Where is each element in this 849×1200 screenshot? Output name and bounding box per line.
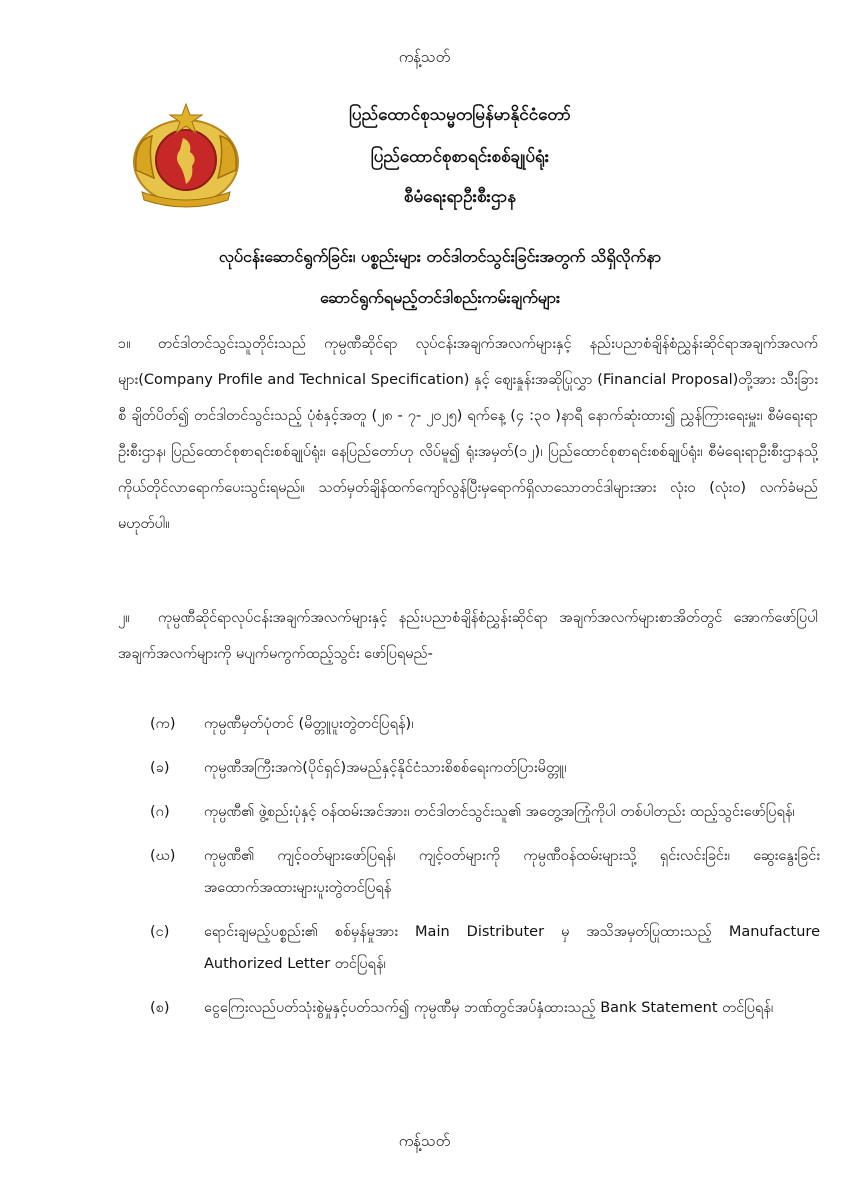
list-item — [150, 796, 820, 828]
paragraph-2-number: ၂။ — [118, 610, 130, 626]
document-title-line2: ဆောင်ရွက်ရမည့်တင်ဒါစည်းကမ်းချက်များ — [319, 288, 561, 307]
list-item-mark: (င) — [150, 924, 170, 940]
list-item-text: ကုမ္ပဏီအကြီးအကဲ(ပိုင်ရှင်)အမည်နှင့်နိုင်ငံသားစိစစ်ရေးကတ်ပြားမိတ္တူ၊ — [204, 760, 567, 776]
paragraph-2 — [118, 600, 818, 672]
header-office: ပြည်ထောင်စုစာရင်းစစ်ချုပ်ရုံး — [370, 147, 550, 167]
paragraph-1 — [118, 326, 818, 542]
classification-bottom: ကန့်သတ် — [398, 1132, 451, 1150]
state-seal-emblem — [128, 100, 244, 210]
list-item — [150, 992, 820, 1024]
header-country: ပြည်ထောင်စုသမ္မတမြန်မာနိုင်ငံတော် — [349, 105, 571, 125]
classification-top: ကန့်သတ် — [398, 48, 451, 66]
list-item-mark: (ခ) — [150, 760, 170, 776]
paragraph-1-text: တင်ဒါတင်သွင်းသူတိုင်းသည် ကုမ္ပဏီဆိုင်ရာ လုပ်ငန်းအချက်အလက်များနှင့် နည်းပညာစံချိန်စံညွှန်းဆိုင်ရာအချက်အလက်များ(Company Profile and Technical Specification) နှင့် ဈေးနှုန်းအဆိုပြုလွှာ (Financial Proposal)တို့အား သီးခြားစီ ချိတ်ပိတ်၍ တင်ဒါတင်သွင်းသည့် ပုံစံနှင့်အတူ (၂၈ - ၇- ၂၀၂၅) ရက်နေ့ (၄ :၃၀ )နာရီ နောက်ဆုံးထား၍ ညွှန်ကြားရေးမှူး၊ စီမံရေးရာဦးစီးဌာန၊ ပြည်ထောင်စုစာရင်းစစ်ချုပ်ရုံး၊ နေပြည်တော်ဟု လိပ်မူ၍ ရုံးအမှတ်(၁၂)၊ ပြည်ထောင်စုစာရင်းစစ်ချုပ်ရုံး၊ စီမံရေးရာဦးစီးဌာနသို့ကိုယ်တိုင်လာရောက်ပေးသွင်းရမည်။ သတ်မှတ်ချိန်ထက်ကျော်လွန်ပြီးမှရောက်ရှိလာသောတင်ဒါများအား လုံးဝ (လုံးဝ) လက်ခံမည်မဟုတ်ပါ။ — [118, 336, 818, 532]
list-item-text: ကုမ္ပဏီ၏ ဖွဲ့စည်းပုံနှင့် ဝန်ထမ်းအင်အား၊ တင်ဒါတင်သွင်းသူ၏ အတွေ့အကြုံကိုပါ တစ်ပါတည်း ထည့်သွင်းဖော်ပြရန်၊ — [204, 804, 795, 820]
paragraph-1-number: ၁။ — [118, 336, 131, 352]
list-item-text: ကုမ္ပဏီမှတ်ပုံတင် (မိတ္တူပူးတွဲတင်ပြရန်)၊ — [204, 716, 414, 732]
list-item-mark: (ဃ) — [150, 848, 176, 864]
list-item — [150, 752, 820, 784]
document-title-line1: လုပ်ငန်းဆောင်ရွက်ခြင်း၊ ပစ္စည်းများ တင်ဒါတင်သွင်းခြင်းအတွက် သိရှိလိုက်နာ — [218, 247, 662, 266]
list-item — [150, 916, 820, 980]
paragraph-2-text: ကုမ္ပဏီဆိုင်ရာလုပ်ငန်းအချက်အလက်များနှင့် နည်းပညာစံချိန်စံညွှန်းဆိုင်ရာ အချက်အလက်များစာအိတ်တွင် အောက်ဖော်ပြပါ အချက်အလက်များကို မပျက်မကွက်ထည့်သွင်း ဖော်ပြရမည်- — [118, 610, 818, 662]
list-item-mark: (ဂ) — [150, 804, 170, 820]
list-item-text: ကုမ္ပဏီ၏ ကျင့်ဝတ်များဖော်ပြရန်၊ ကျင့်ဝတ်များကို ကုမ္ပဏီဝန်ထမ်းများသို့ ရှင်းလင်းခြင်း၊ ဆွေးနွေးခြင်း အထောက်အထားများပူးတွဲတင်ပြရန် — [204, 848, 820, 896]
list-item — [150, 840, 820, 904]
requirement-list — [150, 708, 820, 1036]
list-item-mark: (စ) — [150, 1000, 170, 1016]
list-item — [150, 708, 820, 740]
list-item-text: ငွေကြေးလည်ပတ်သုံးစွဲမှုနှင့်ပတ်သက်၍ ကုမ္ပဏီမှ ဘဏ်တွင်အပ်နှံထားသည့် Bank Statement တင်ပြရန်၊ — [204, 1000, 774, 1016]
list-item-text: ရောင်းချမည့်ပစ္စည်း၏ စစ်မှန်မှုအား Main Distributer မှ အသိအမှတ်ပြုထားသည့် Manufacture Authorized Letter တင်ပြရန်၊ — [204, 924, 820, 972]
header-department: စီမံရေးရာဦးစီးဌာန — [403, 187, 517, 207]
list-item-mark: (က) — [150, 716, 176, 732]
